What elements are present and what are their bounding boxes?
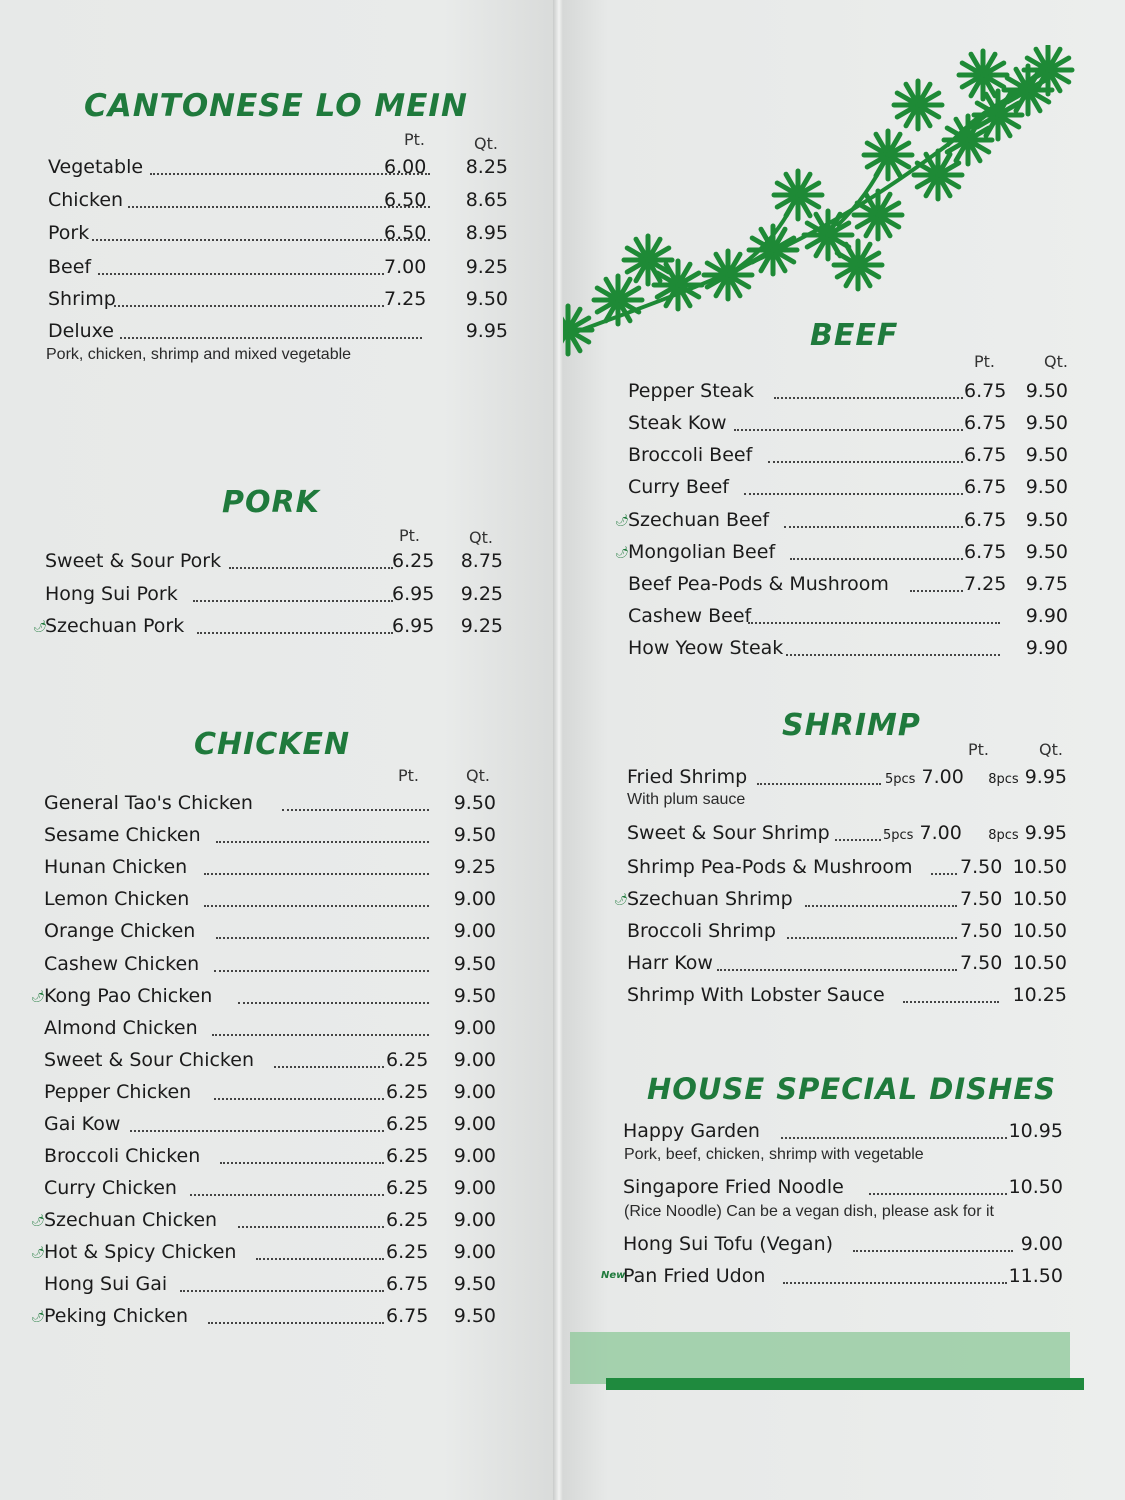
item-pt-price: 7.00 xyxy=(384,256,427,278)
menu-item xyxy=(44,953,504,977)
item-name: Singapore Fried Noodle xyxy=(623,1176,844,1198)
item-pt-price: 7.50 xyxy=(960,920,1003,942)
item-pt-price: 7.50 xyxy=(960,952,1003,974)
item-name: Chicken xyxy=(48,189,124,211)
pepper-icon: 🌶︎ xyxy=(615,514,629,527)
item-name: Beef xyxy=(48,256,92,278)
item-pt-price: 7.25 xyxy=(964,573,1007,595)
dot-leader xyxy=(790,541,963,560)
item-description: Pork, chicken, shrimp and mixed vegetable xyxy=(46,346,352,363)
dot-leader xyxy=(216,824,429,843)
item-name: Pepper Chicken xyxy=(44,1081,192,1103)
item-description: With plum sauce xyxy=(627,791,746,808)
item-qt-price: 8.65 xyxy=(465,189,508,211)
item-qt-price: 9.00 xyxy=(453,1081,496,1103)
dot-leader xyxy=(757,766,881,785)
item-name: Sweet & Sour Pork xyxy=(45,550,222,572)
item-qt-price: 9.50 xyxy=(1025,509,1068,531)
dot-leader xyxy=(783,1265,1007,1284)
item-qt-price: 9.50 xyxy=(453,792,496,814)
item-price: 10.95 xyxy=(1008,1120,1063,1142)
dot-leader xyxy=(734,412,963,431)
item-qt-price: 9.95 xyxy=(1024,766,1067,788)
item-pt-price: 6.95 xyxy=(392,615,435,637)
item-name: Cashew Chicken xyxy=(44,953,200,975)
menu-item xyxy=(623,1120,1063,1144)
item-description: (Rice Noodle) Can be a vegan dish, please ask for it xyxy=(624,1203,994,1220)
pcs-label: 8pcs xyxy=(988,772,1019,787)
pepper-icon: 🌶︎ xyxy=(33,620,47,633)
item-qt-price: 9.00 xyxy=(453,1145,496,1167)
item-name: Broccoli Chicken xyxy=(44,1145,201,1167)
item-qt-price-group xyxy=(975,822,1067,844)
item-pt-price: 6.25 xyxy=(392,550,435,572)
dot-leader xyxy=(274,1049,384,1068)
item-qt-price: 9.50 xyxy=(1025,444,1068,466)
menu-item xyxy=(44,1177,504,1201)
pcs-label: 8pcs xyxy=(988,828,1019,843)
item-qt-price: 10.50 xyxy=(1012,856,1067,878)
dot-leader xyxy=(781,1120,1007,1139)
left-page xyxy=(0,0,555,1500)
dot-leader xyxy=(931,856,957,875)
dot-leader xyxy=(282,792,429,811)
menu-item xyxy=(44,824,504,848)
menu-item xyxy=(623,1265,1063,1289)
menu-item xyxy=(627,952,1067,976)
dot-leader xyxy=(744,476,963,495)
menu-item xyxy=(44,1273,504,1297)
menu-item xyxy=(44,1113,504,1137)
menu-item xyxy=(44,985,504,1009)
item-qt-price: 9.25 xyxy=(460,615,503,637)
section-title-pork: PORK xyxy=(222,485,320,520)
item-qt-price: 9.00 xyxy=(453,920,496,942)
dot-leader xyxy=(212,1017,429,1036)
menu-item xyxy=(627,920,1067,944)
item-name: Curry Chicken xyxy=(44,1177,177,1199)
item-qt-price: 9.00 xyxy=(453,1209,496,1231)
item-name: Pan Fried Udon xyxy=(623,1265,766,1287)
dot-leader xyxy=(92,222,430,241)
dot-leader xyxy=(120,320,422,339)
item-name: Kong Pao Chicken xyxy=(44,985,213,1007)
item-qt-price: 8.75 xyxy=(460,550,503,572)
menu-item xyxy=(44,856,504,880)
item-description: Pork, beef, chicken, shrimp with vegetable xyxy=(624,1146,924,1163)
menu-item xyxy=(44,888,504,912)
item-qt-price: 9.50 xyxy=(1025,380,1068,402)
dot-leader xyxy=(204,856,429,875)
menu-item xyxy=(627,766,1067,790)
menu-item xyxy=(44,792,504,816)
menu-item xyxy=(627,856,1067,880)
dot-leader xyxy=(717,952,957,971)
col-head-qt: Qt. xyxy=(474,134,498,153)
item-name: Broccoli Beef xyxy=(628,444,753,466)
item-pt-price: 6.75 xyxy=(386,1305,429,1327)
menu-item xyxy=(628,605,1068,629)
footer-green-bar xyxy=(606,1378,1084,1390)
item-pt-price: 6.25 xyxy=(386,1145,429,1167)
item-name: Shrimp With Lobster Sauce xyxy=(627,984,885,1006)
dot-leader xyxy=(208,1305,384,1324)
dot-leader xyxy=(180,1273,384,1292)
dot-leader xyxy=(216,920,429,939)
menu-item xyxy=(628,380,1068,404)
item-name: Hong Sui Pork xyxy=(45,583,178,605)
menu-item xyxy=(628,541,1068,565)
col-head-pt: Pt. xyxy=(968,740,990,759)
dot-leader xyxy=(204,888,429,907)
item-name: Vegetable xyxy=(48,156,144,178)
item-qt-price: 9.25 xyxy=(465,256,508,278)
item-pt-price: 6.50 xyxy=(384,222,427,244)
pcs-label: 5pcs xyxy=(883,828,914,843)
menu-item xyxy=(627,822,1067,846)
item-name: Pork xyxy=(48,222,90,244)
item-name: Curry Beef xyxy=(628,476,729,498)
dot-leader xyxy=(786,637,1000,656)
item-name: Hong Sui Gai xyxy=(44,1273,168,1295)
menu-item xyxy=(48,256,508,280)
item-pt-price: 6.75 xyxy=(964,541,1007,563)
item-pt-price: 6.75 xyxy=(964,476,1007,498)
menu-item xyxy=(48,320,508,344)
item-name: Sesame Chicken xyxy=(44,824,201,846)
menu-item xyxy=(44,1145,504,1169)
menu-item xyxy=(48,189,508,213)
item-pt-price: 6.95 xyxy=(392,583,435,605)
item-name: Szechuan Shrimp xyxy=(627,888,793,910)
menu-item xyxy=(627,888,1067,912)
item-name: Lemon Chicken xyxy=(44,888,190,910)
menu-item xyxy=(628,637,1068,661)
item-qt-price: 9.90 xyxy=(1025,637,1068,659)
menu-item xyxy=(627,984,1067,1008)
item-qt-price: 9.00 xyxy=(453,1017,496,1039)
pepper-icon: 🌶︎ xyxy=(614,893,628,906)
item-qt-price: 9.00 xyxy=(453,1241,496,1263)
menu-item xyxy=(44,1017,504,1041)
dot-leader xyxy=(256,1241,384,1260)
item-name: Hot & Spicy Chicken xyxy=(44,1241,237,1263)
footer-green-panel xyxy=(570,1332,1070,1384)
item-pt-price-group xyxy=(883,822,962,844)
menu-item xyxy=(628,412,1068,436)
menu-item xyxy=(628,476,1068,500)
dot-leader xyxy=(238,1209,384,1228)
item-name: Deluxe xyxy=(48,320,114,342)
item-price: 10.50 xyxy=(1008,1176,1063,1198)
item-qt-price: 9.00 xyxy=(453,1177,496,1199)
item-name: Hunan Chicken xyxy=(44,856,188,878)
dot-leader xyxy=(197,615,393,634)
menu-item xyxy=(44,1049,504,1073)
item-name: Beef Pea-Pods & Mushroom xyxy=(628,573,889,595)
item-qt-price: 9.50 xyxy=(453,1273,496,1295)
col-head-qt: Qt. xyxy=(1044,352,1068,371)
item-qt-price: 10.50 xyxy=(1012,952,1067,974)
item-qt-price: 10.50 xyxy=(1012,920,1067,942)
menu-item xyxy=(48,156,508,180)
menu-item xyxy=(628,444,1068,468)
item-name: Szechuan Beef xyxy=(628,509,770,531)
item-qt-price: 9.50 xyxy=(1025,541,1068,563)
pepper-icon: 🌶︎ xyxy=(31,1310,45,1323)
item-qt-price: 9.95 xyxy=(1024,822,1067,844)
item-name: Sweet & Sour Chicken xyxy=(44,1049,254,1071)
item-qt-price: 9.50 xyxy=(1025,412,1068,434)
item-name: Cashew Beef xyxy=(628,605,752,627)
item-qt-price: 9.25 xyxy=(460,583,503,605)
dot-leader xyxy=(214,1081,384,1100)
dot-leader xyxy=(774,380,963,399)
item-qt-price: 9.00 xyxy=(453,888,496,910)
dot-leader xyxy=(835,822,881,841)
item-qt-price-group xyxy=(975,766,1067,788)
section-title-house-special: HOUSE SPECIAL DISHES xyxy=(647,1072,1057,1106)
item-pt-price: 6.75 xyxy=(386,1273,429,1295)
menu-item xyxy=(44,920,504,944)
item-qt-price: 10.25 xyxy=(1012,984,1067,1006)
section-title-beef: BEEF xyxy=(810,318,899,353)
menu-item xyxy=(45,583,505,607)
dot-leader xyxy=(98,256,384,275)
col-head-pt: Pt. xyxy=(398,766,420,785)
item-name: How Yeow Steak xyxy=(628,637,784,659)
item-qt-price: 10.50 xyxy=(1012,888,1067,910)
new-badge: New xyxy=(601,1270,626,1281)
dot-leader xyxy=(193,583,393,602)
item-name: Mongolian Beef xyxy=(628,541,776,563)
menu-item xyxy=(628,509,1068,533)
item-name: Shrimp xyxy=(48,288,116,310)
item-name: Almond Chicken xyxy=(44,1017,198,1039)
item-pt-price: 6.25 xyxy=(386,1209,429,1231)
dot-leader xyxy=(229,550,393,569)
item-pt-price: 6.25 xyxy=(386,1241,429,1263)
dot-leader xyxy=(910,573,963,592)
pepper-icon: 🌶︎ xyxy=(615,546,629,559)
item-qt-price: 9.50 xyxy=(453,824,496,846)
col-head-pt: Pt. xyxy=(399,526,421,545)
item-qt-price: 9.95 xyxy=(465,320,508,342)
item-pt-price: 7.25 xyxy=(384,288,427,310)
menu-item xyxy=(623,1233,1063,1257)
dot-leader xyxy=(214,953,429,972)
item-pt-price: 6.25 xyxy=(386,1113,429,1135)
item-pt-price: 6.25 xyxy=(386,1049,429,1071)
dot-leader xyxy=(787,920,957,939)
item-qt-price: 9.25 xyxy=(453,856,496,878)
item-pt-price: 6.50 xyxy=(384,189,427,211)
dot-leader xyxy=(853,1233,1013,1252)
item-qt-price: 9.00 xyxy=(453,1049,496,1071)
col-head-qt: Qt. xyxy=(1039,740,1063,759)
item-pt-price-group xyxy=(885,766,964,788)
item-qt-price: 9.50 xyxy=(1025,476,1068,498)
item-pt-price: 7.00 xyxy=(921,766,964,788)
dot-leader xyxy=(869,1176,1007,1195)
right-page xyxy=(563,0,1125,1500)
pcs-label: 5pcs xyxy=(885,772,916,787)
dot-leader xyxy=(190,1177,384,1196)
item-pt-price: 6.75 xyxy=(964,509,1007,531)
dot-leader xyxy=(903,984,999,1003)
col-head-pt: Pt. xyxy=(974,352,996,371)
item-name: Orange Chicken xyxy=(44,920,196,942)
col-head-pt: Pt. xyxy=(404,130,426,149)
item-qt-price: 9.90 xyxy=(1025,605,1068,627)
item-name: Peking Chicken xyxy=(44,1305,188,1327)
item-pt-price: 7.50 xyxy=(960,856,1003,878)
item-name: Szechuan Chicken xyxy=(44,1209,218,1231)
col-head-qt: Qt. xyxy=(469,528,493,547)
menu-item xyxy=(44,1305,504,1329)
menu-item xyxy=(44,1209,504,1233)
menu-item xyxy=(48,222,508,246)
item-qt-price: 9.00 xyxy=(453,1113,496,1135)
dot-leader xyxy=(130,1113,384,1132)
item-pt-price: 6.75 xyxy=(964,380,1007,402)
item-qt-price: 8.25 xyxy=(465,156,508,178)
menu-item xyxy=(44,1241,504,1265)
item-name: General Tao's Chicken xyxy=(44,792,253,814)
item-name: Fried Shrimp xyxy=(627,766,748,788)
item-pt-price: 6.75 xyxy=(964,444,1007,466)
item-pt-price: 7.00 xyxy=(919,822,962,844)
item-pt-price: 7.50 xyxy=(960,888,1003,910)
item-qt-price: 9.50 xyxy=(465,288,508,310)
item-price: 11.50 xyxy=(1008,1265,1063,1287)
section-title-lo-mein: CANTONESE LO MEIN xyxy=(84,88,468,124)
menu-item xyxy=(623,1176,1063,1200)
menu-item xyxy=(45,550,505,574)
dot-leader xyxy=(238,985,429,1004)
item-name: Szechuan Pork xyxy=(45,615,185,637)
section-title-chicken: CHICKEN xyxy=(194,727,351,762)
dot-leader xyxy=(748,605,1000,624)
item-pt-price: 6.75 xyxy=(964,412,1007,434)
dot-leader xyxy=(784,509,963,528)
item-name: Happy Garden xyxy=(623,1120,760,1142)
item-name: Gai Kow xyxy=(44,1113,121,1135)
pepper-icon: 🌶︎ xyxy=(31,1246,45,1259)
pepper-icon: 🌶︎ xyxy=(31,990,45,1003)
section-title-shrimp: SHRIMP xyxy=(782,708,921,743)
item-name: Hong Sui Tofu (Vegan) xyxy=(623,1233,834,1255)
item-name: Steak Kow xyxy=(628,412,727,434)
item-pt-price: 6.25 xyxy=(386,1177,429,1199)
item-name: Broccoli Shrimp xyxy=(627,920,776,942)
item-qt-price: 9.50 xyxy=(453,985,496,1007)
item-name: Pepper Steak xyxy=(628,380,754,402)
item-name: Harr Kow xyxy=(627,952,713,974)
item-qt-price: 9.75 xyxy=(1025,573,1068,595)
item-qt-price: 9.50 xyxy=(453,953,496,975)
item-qt-price: 9.50 xyxy=(453,1305,496,1327)
item-pt-price: 6.00 xyxy=(384,156,427,178)
dot-leader xyxy=(805,888,957,907)
pepper-icon: 🌶︎ xyxy=(31,1214,45,1227)
menu-item xyxy=(44,1081,504,1105)
item-price: 9.00 xyxy=(1020,1233,1063,1255)
dot-leader xyxy=(114,288,384,307)
col-head-qt: Qt. xyxy=(466,766,490,785)
item-qt-price: 8.95 xyxy=(465,222,508,244)
menu-item xyxy=(45,615,505,639)
item-pt-price: 6.25 xyxy=(386,1081,429,1103)
dot-leader xyxy=(768,444,963,463)
menu-item xyxy=(48,288,508,312)
item-name: Sweet & Sour Shrimp xyxy=(627,822,830,844)
item-name: Shrimp Pea-Pods & Mushroom xyxy=(627,856,913,878)
dot-leader xyxy=(220,1145,384,1164)
menu-item xyxy=(628,573,1068,597)
